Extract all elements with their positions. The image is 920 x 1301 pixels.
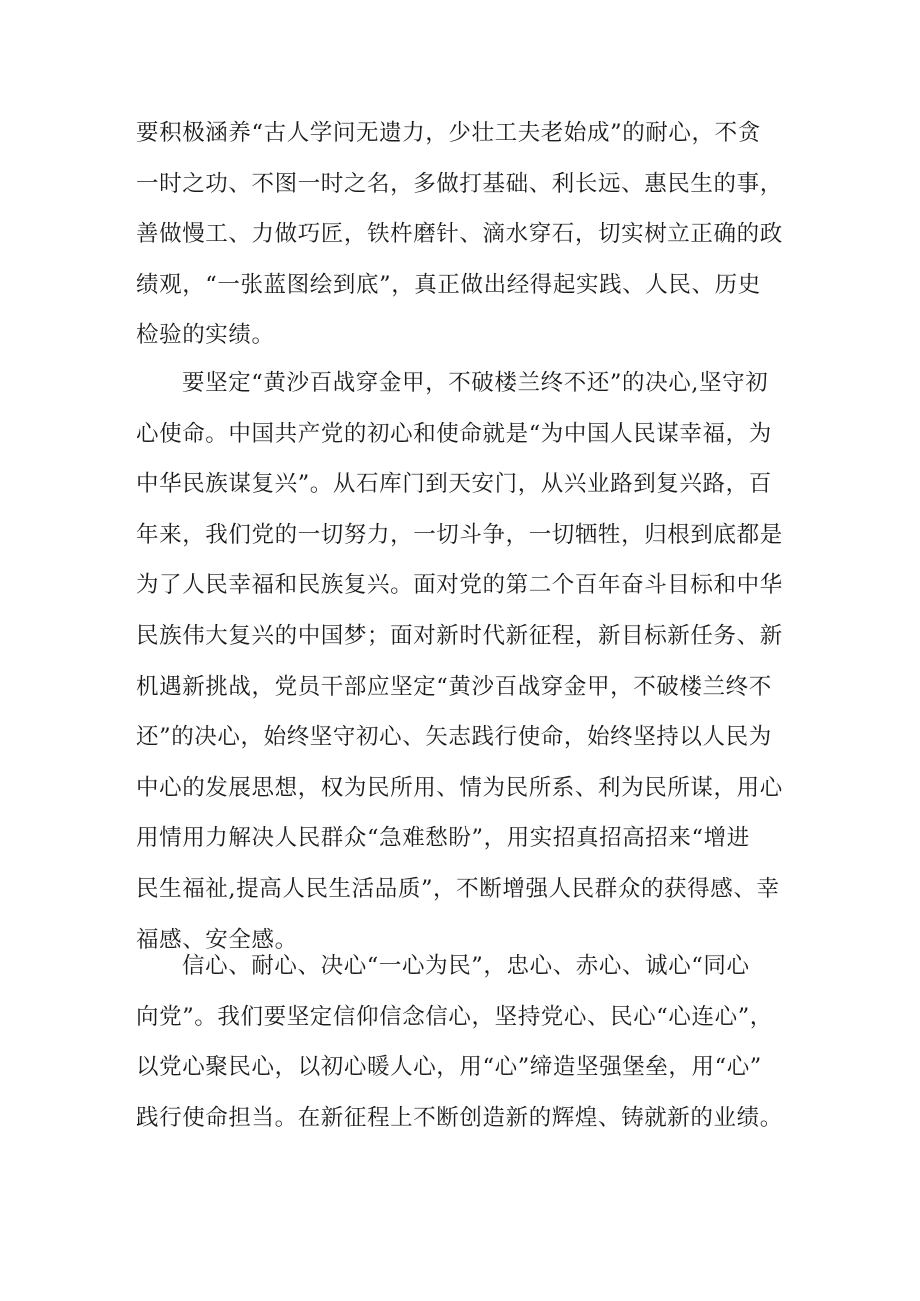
paragraph-line: 向党”。我们要坚定信仰信念信心，坚持党心、民心“心连心”，	[136, 1003, 773, 1030]
paragraph-first-line: 信心、耐心、决心“一心为民”，忠心、赤心、诚心“同心	[182, 953, 750, 979]
paragraph-line: 善做慢工、力做巧匠，铁杵磨针、滴水穿石，切实树立正确的政	[136, 221, 783, 248]
paragraph-line: 践行使命担当。在新征程上不断创造新的辉煌、铸就新的业绩。	[136, 1104, 783, 1131]
paragraph-conclusion	[136, 941, 796, 1143]
paragraph-line: 中心的发展思想，权为民所用、情为民所系、利为民所谋，用心	[136, 774, 783, 801]
paragraph-line: 用情用力解决人民群众“急难愁盼”，用实招真招高招来“增进	[136, 825, 750, 852]
paragraph-line: 检验的实绩。	[136, 322, 275, 349]
paragraph-determination	[136, 358, 796, 965]
paragraph-line: 还”的决心，始终坚守初心、矢志践行使命，始终坚持以人民为	[136, 724, 772, 751]
paragraph-line: 年来，我们党的一切努力，一切斗争，一切牺牲，归根到底都是	[136, 521, 783, 548]
paragraph-first-line: 要坚定“黄沙百战穿金甲，不破楼兰终不还”的决心,坚守初	[182, 370, 769, 396]
paragraph-line: 民生福祉,提高人民生活品质”，不断增强人民群众的获得感、幸	[136, 875, 780, 902]
paragraph-line: 民族伟大复兴的中国梦；面对新时代新征程，新目标新任务、新	[136, 622, 783, 649]
paragraph-line: 中华民族谋复兴”。从石库门到天安门，从兴业路到复兴路，百	[136, 471, 772, 498]
paragraph-line: 一时之功、不图一时之名，多做打基础、利长远、惠民生的事，	[136, 170, 783, 197]
paragraph-line: 为了人民幸福和民族复兴。面对党的第二个百年奋斗目标和中华	[136, 572, 783, 599]
paragraph-line: 心使命。中国共产党的初心和使命就是“为中国人民谋幸福，为	[136, 420, 772, 447]
paragraph-line: 以党心聚民心，以初心暖人心，用“心”缔造坚强堡垒，用“心”	[136, 1054, 762, 1081]
paragraph-line: 绩观，“一张蓝图绘到底”，真正做出经得起实践、人民、历史	[136, 271, 761, 298]
paragraph-line: 要积极涵养“古人学问无遗力，少壮工夫老始成”的耐心，不贪	[136, 120, 761, 146]
paragraph-line: 机遇新挑战，党员干部应坚定“黄沙百战穿金甲，不破楼兰终不	[136, 673, 772, 700]
paragraph-patience	[136, 108, 796, 361]
paragraph-line: 福感、安全感。	[136, 926, 298, 953]
